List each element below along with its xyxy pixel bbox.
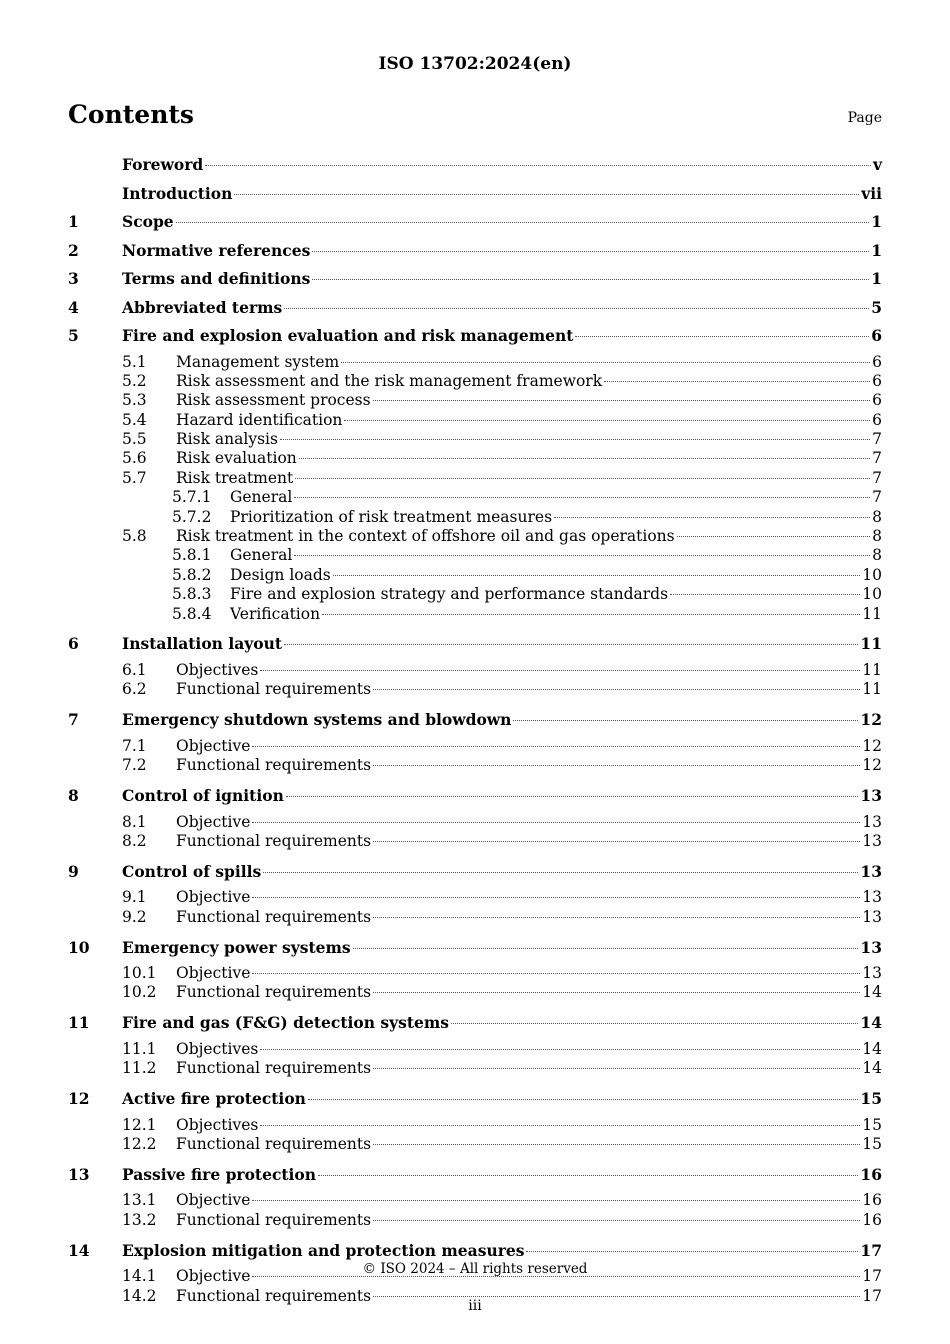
toc-entry-number: 5.8.4 <box>172 604 212 623</box>
toc-entry-page: 13 <box>860 861 882 881</box>
toc-dot-leader <box>670 594 860 595</box>
toc-entry-title: Functional requirements <box>176 907 372 926</box>
toc-entry-number: 5.5 <box>122 430 147 449</box>
toc-dot-leader <box>312 279 869 280</box>
toc-entry-number: 8.1 <box>122 812 147 831</box>
toc-entry-number: 11 <box>68 1013 90 1033</box>
toc-entry[interactable] <box>68 449 882 468</box>
toc-entry-page: 8 <box>872 546 882 565</box>
toc-entry-number: 13.1 <box>122 1191 157 1210</box>
toc-entry-page: 13 <box>862 888 882 907</box>
toc-group-gap <box>68 1079 882 1088</box>
toc-entry-page: 11 <box>862 680 882 699</box>
toc-entry[interactable] <box>68 1040 882 1059</box>
toc-entry-title: Scope <box>122 212 174 231</box>
toc-dot-leader <box>260 670 860 671</box>
toc-entry[interactable] <box>68 508 882 527</box>
toc-entry[interactable] <box>68 488 882 507</box>
toc-dot-leader <box>294 497 870 498</box>
toc-entry-page: 16 <box>862 1191 882 1210</box>
toc-entry-title: Objective <box>176 1267 251 1286</box>
toc-dot-leader <box>284 644 858 645</box>
toc-entry-number: 5.8 <box>122 527 147 546</box>
toc-entry-title: Functional requirements <box>176 1059 372 1078</box>
toc-dot-leader <box>176 222 870 223</box>
toc-entry-title: Functional requirements <box>176 983 372 1002</box>
toc-dot-leader <box>373 917 860 918</box>
toc-entry[interactable] <box>68 1191 882 1210</box>
toc-entry-page: 17 <box>860 1240 882 1260</box>
toc-entry-page: 14 <box>862 1039 882 1058</box>
toc-entry-page: 15 <box>862 1135 882 1154</box>
toc-entry-number: 5.8.2 <box>172 565 212 584</box>
toc-entry[interactable] <box>68 239 882 268</box>
toc-entry[interactable] <box>68 756 882 775</box>
toc-entry-page: 17 <box>862 1267 882 1286</box>
toc-dot-leader <box>677 536 871 537</box>
toc-entry-page: 12 <box>862 736 882 755</box>
toc-entry[interactable] <box>68 1163 882 1192</box>
toc-dot-leader <box>554 517 870 518</box>
toc-entry[interactable] <box>68 566 882 585</box>
toc-entry-number: 5.6 <box>122 449 147 468</box>
toc-entry[interactable] <box>68 605 882 624</box>
toc-dot-leader <box>252 1200 860 1201</box>
toc-entry-title: Functional requirements <box>176 680 372 699</box>
toc-entry-title: Objectives <box>176 1039 259 1058</box>
toc-group-gap <box>68 1230 882 1239</box>
toc-entry-title: Objective <box>176 1191 251 1210</box>
toc-entry-title: Installation layout <box>122 634 283 654</box>
toc-dot-leader <box>284 308 869 309</box>
toc-entry-title: Objective <box>176 812 251 831</box>
toc-dot-leader <box>252 897 860 898</box>
toc-entry-page: 6 <box>872 410 882 429</box>
toc-entry-page: 7 <box>872 449 882 468</box>
toc-dot-leader <box>234 194 859 195</box>
toc-dot-leader <box>373 992 860 993</box>
toc-dot-leader <box>373 689 860 690</box>
toc-dot-leader <box>373 841 860 842</box>
toc-entry[interactable] <box>68 784 882 813</box>
toc-entry-title: Terms and definitions <box>122 269 311 288</box>
toc-entry-title: Emergency power systems <box>122 937 351 957</box>
toc-dot-leader <box>604 381 870 382</box>
toc-dot-leader <box>260 1125 860 1126</box>
toc-entry-page: 1 <box>871 212 882 231</box>
page-column-label: Page <box>847 110 882 126</box>
toc-entry-title: General <box>230 488 293 507</box>
toc-entry-page: 17 <box>862 1286 882 1305</box>
toc-dot-leader <box>353 948 859 949</box>
toc-dot-leader <box>341 362 870 363</box>
toc-entry-page: 8 <box>872 507 882 526</box>
toc-entry[interactable] <box>68 888 882 907</box>
toc-entry[interactable] <box>68 708 882 737</box>
toc-entry-title: Abbreviated terms <box>122 297 283 317</box>
toc-dot-leader <box>513 720 858 721</box>
toc-entry-title: Objective <box>176 736 251 755</box>
toc-dot-leader <box>373 1144 860 1145</box>
toc-dot-leader <box>299 458 870 459</box>
toc-entry-number: 5 <box>68 326 79 345</box>
toc-entry-title: Functional requirements <box>176 1210 372 1229</box>
toc-entry-page: 13 <box>860 786 882 806</box>
toc-entry-number: 14.1 <box>122 1267 157 1286</box>
toc-entry-number: 7.1 <box>122 736 147 755</box>
toc-entry-page: 14 <box>862 983 882 1002</box>
toc-entry-title: Foreword <box>122 155 204 174</box>
toc-entry-title: Functional requirements <box>176 831 372 850</box>
toc-entry-number: 8 <box>68 786 79 806</box>
toc-dot-leader <box>252 822 860 823</box>
toc-entry[interactable] <box>68 632 882 661</box>
toc-entry[interactable] <box>68 296 882 325</box>
toc-entry-page: 7 <box>872 468 882 487</box>
toc-entry-number: 8.2 <box>122 831 147 850</box>
toc-entry-number: 12.1 <box>122 1115 157 1134</box>
toc-entry[interactable] <box>68 430 882 449</box>
toc-entry[interactable] <box>68 1135 882 1154</box>
toc-group-gap <box>68 851 882 860</box>
toc-dot-leader <box>205 165 871 166</box>
toc-dot-leader <box>344 420 870 421</box>
toc-entry-title: Active fire protection <box>122 1089 306 1109</box>
toc-group-gap <box>68 927 882 936</box>
toc-entry-number: 5.8.3 <box>172 585 212 604</box>
toc-entry-title: Verification <box>230 604 321 623</box>
toc-entry-page: 7 <box>872 430 882 449</box>
toc-entry-page: 7 <box>872 488 882 507</box>
toc-entry[interactable] <box>68 1087 882 1116</box>
toc-entry-number: 12 <box>68 1089 90 1109</box>
toc-entry-number: 10.1 <box>122 964 157 983</box>
toc-entry-page: 13 <box>860 937 882 957</box>
toc-dot-leader <box>373 1296 860 1297</box>
toc-dot-leader <box>373 765 860 766</box>
document-id-header: ISO 13702:2024(en) <box>378 54 572 74</box>
toc-entry[interactable] <box>68 936 882 965</box>
toc-entry-page: 10 <box>862 565 882 584</box>
toc-entry-title: Explosion mitigation and protection measures <box>122 1240 525 1260</box>
toc-dot-leader <box>260 1049 860 1050</box>
toc-dot-leader <box>280 439 870 440</box>
toc-entry[interactable] <box>68 813 882 832</box>
toc-group-gap <box>68 1003 882 1012</box>
toc-entry-page: vii <box>861 183 882 203</box>
toc-entry[interactable] <box>68 661 882 680</box>
toc-entry[interactable] <box>68 737 882 756</box>
toc-entry-number: 5.4 <box>122 410 147 429</box>
toc-entry-number: 3 <box>68 269 79 288</box>
toc-dot-leader <box>373 1068 860 1069</box>
toc-entry-title: Risk treatment in the context of offshore oil and gas operations <box>176 527 675 546</box>
toc-entry-number: 5.3 <box>122 391 147 410</box>
toc-entry-number: 9 <box>68 861 79 881</box>
toc-entry[interactable] <box>68 469 882 488</box>
toc-entry-title: Design loads <box>230 565 331 584</box>
toc-entry[interactable] <box>68 983 882 1002</box>
toc-entry[interactable] <box>68 527 882 546</box>
toc-entry-page: 10 <box>862 585 882 604</box>
toc-dot-leader <box>308 1099 858 1100</box>
toc-entry[interactable] <box>68 908 882 927</box>
toc-entry-title: Objective <box>176 964 251 983</box>
toc-dot-leader <box>451 1023 858 1024</box>
toc-entry-number: 11.1 <box>122 1039 157 1058</box>
toc-entry[interactable] <box>68 324 882 353</box>
toc-entry-page: 16 <box>862 1210 882 1229</box>
toc-dot-leader <box>575 336 869 337</box>
table-of-contents <box>68 153 882 1306</box>
toc-dot-leader <box>252 973 860 974</box>
toc-entry[interactable] <box>68 964 882 983</box>
toc-entry-title: Prioritization of risk treatment measures <box>230 507 553 526</box>
toc-entry-number: 1 <box>68 212 79 231</box>
toc-entry-title: Emergency shutdown systems and blowdown <box>122 710 512 730</box>
toc-dot-leader <box>526 1251 858 1252</box>
toc-entry[interactable] <box>68 1059 882 1078</box>
toc-entry-number: 6 <box>68 634 79 654</box>
toc-entry-title: Risk evaluation <box>176 449 297 468</box>
toc-entry-number: 6.1 <box>122 660 147 679</box>
toc-entry-title: Control of ignition <box>122 786 284 806</box>
toc-entry-title: Introduction <box>122 183 233 203</box>
toc-entry-number: 7.2 <box>122 756 147 775</box>
toc-entry-page: 13 <box>862 964 882 983</box>
toc-entry[interactable] <box>68 1011 882 1040</box>
toc-entry-number: 13 <box>68 1164 90 1184</box>
toc-entry[interactable] <box>68 680 882 699</box>
toc-entry-number: 9.2 <box>122 907 147 926</box>
toc-entry-number: 6.2 <box>122 680 147 699</box>
toc-entry[interactable] <box>68 832 882 851</box>
toc-entry-number: 5.7.2 <box>172 507 212 526</box>
toc-entry-title: Fire and explosion evaluation and risk management <box>122 326 574 345</box>
toc-entry-title: Control of spills <box>122 861 262 881</box>
toc-entry-number: 7 <box>68 710 79 730</box>
toc-entry-page: 5 <box>871 297 882 317</box>
toc-entry-number: 4 <box>68 297 79 317</box>
contents-heading: Contents <box>68 100 195 129</box>
toc-dot-leader <box>252 746 860 747</box>
toc-entry-title: Objective <box>176 888 251 907</box>
toc-entry-page: 13 <box>862 907 882 926</box>
toc-entry-number: 13.2 <box>122 1210 157 1229</box>
toc-group-gap <box>68 1154 882 1163</box>
toc-entry-title: Objectives <box>176 660 259 679</box>
toc-entry-number: 14.2 <box>122 1286 157 1305</box>
toc-entry[interactable] <box>68 210 882 239</box>
toc-entry[interactable] <box>68 585 882 604</box>
toc-dot-leader <box>333 575 861 576</box>
toc-entry-page: 8 <box>872 527 882 546</box>
toc-entry-number: 12.2 <box>122 1135 157 1154</box>
toc-entry-page: 13 <box>862 812 882 831</box>
toc-entry-number: 2 <box>68 240 79 260</box>
toc-entry-page: 6 <box>871 326 882 345</box>
toc-entry-title: General <box>230 546 293 565</box>
toc-dot-leader <box>373 1220 860 1221</box>
toc-entry-number: 5.7 <box>122 468 147 487</box>
toc-entry-page: 11 <box>862 660 882 679</box>
toc-dot-leader <box>373 400 871 401</box>
toc-entry-title: Functional requirements <box>176 756 372 775</box>
toc-dot-leader <box>318 1175 858 1176</box>
toc-entry-number: 5.1 <box>122 352 147 371</box>
toc-entry-number: 10 <box>68 937 90 957</box>
toc-entry-number: 9.1 <box>122 888 147 907</box>
toc-entry-page: 13 <box>862 831 882 850</box>
toc-entry-number: 10.2 <box>122 983 157 1002</box>
toc-entry-page: 1 <box>871 240 882 260</box>
toc-entry[interactable] <box>68 391 882 410</box>
toc-entry-number: 5.7.1 <box>172 488 212 507</box>
toc-group-gap <box>68 624 882 633</box>
toc-entry-page: 12 <box>860 710 882 730</box>
toc-entry-page: 16 <box>860 1164 882 1184</box>
toc-entry-number: 14 <box>68 1240 90 1260</box>
copyright-footer: © ISO 2024 – All rights reserved <box>362 1261 588 1277</box>
toc-dot-leader <box>286 796 859 797</box>
toc-entry[interactable] <box>68 860 882 889</box>
toc-entry-page: 14 <box>860 1013 882 1033</box>
toc-entry-title: Fire and explosion strategy and performance standards <box>230 585 669 604</box>
page-number: iii <box>468 1298 482 1314</box>
toc-entry[interactable] <box>68 153 882 182</box>
toc-entry-number: 5.8.1 <box>172 546 212 565</box>
toc-entry-title: Functional requirements <box>176 1135 372 1154</box>
toc-dot-leader <box>312 251 869 252</box>
toc-entry[interactable] <box>68 411 882 430</box>
toc-entry-page: 12 <box>862 756 882 775</box>
toc-dot-leader <box>295 478 870 479</box>
toc-entry-page: 6 <box>872 352 882 371</box>
toc-entry-title: Objectives <box>176 1115 259 1134</box>
toc-entry[interactable] <box>68 372 882 391</box>
toc-entry-page: 14 <box>862 1059 882 1078</box>
toc-entry[interactable] <box>68 182 882 211</box>
toc-entry[interactable] <box>68 546 882 565</box>
toc-dot-leader <box>263 872 858 873</box>
toc-entry-page: 11 <box>862 604 882 623</box>
toc-entry-page: 6 <box>872 371 882 390</box>
toc-entry-title: Hazard identification <box>176 410 343 429</box>
toc-entry[interactable] <box>68 267 882 296</box>
toc-entry-page: 1 <box>871 269 882 288</box>
toc-entry-title: Risk assessment and the risk management framework <box>176 371 603 390</box>
toc-entry-title: Functional requirements <box>176 1286 372 1305</box>
toc-entry[interactable] <box>68 1211 882 1230</box>
toc-entry-title: Management system <box>176 352 340 371</box>
toc-dot-leader <box>294 555 870 556</box>
toc-entry-title: Risk assessment process <box>176 391 371 410</box>
toc-group-gap <box>68 776 882 785</box>
toc-entry-page: 6 <box>872 391 882 410</box>
toc-entry-page: v <box>872 155 882 174</box>
toc-entry-page: 15 <box>862 1115 882 1134</box>
toc-entry-page: 15 <box>860 1089 882 1109</box>
toc-dot-leader <box>322 614 860 615</box>
toc-entry-page: 11 <box>860 634 882 654</box>
toc-entry-title: Normative references <box>122 240 311 260</box>
toc-entry-number: 5.2 <box>122 371 147 390</box>
toc-entry-title: Risk analysis <box>176 430 278 449</box>
toc-entry-number: 11.2 <box>122 1059 157 1078</box>
toc-entry[interactable] <box>68 1116 882 1135</box>
toc-entry-title: Risk treatment <box>176 468 294 487</box>
toc-group-gap <box>68 700 882 709</box>
toc-entry[interactable] <box>68 353 882 372</box>
toc-entry-title: Fire and gas (F&G) detection systems <box>122 1013 449 1033</box>
toc-entry-title: Passive fire protection <box>122 1164 317 1184</box>
